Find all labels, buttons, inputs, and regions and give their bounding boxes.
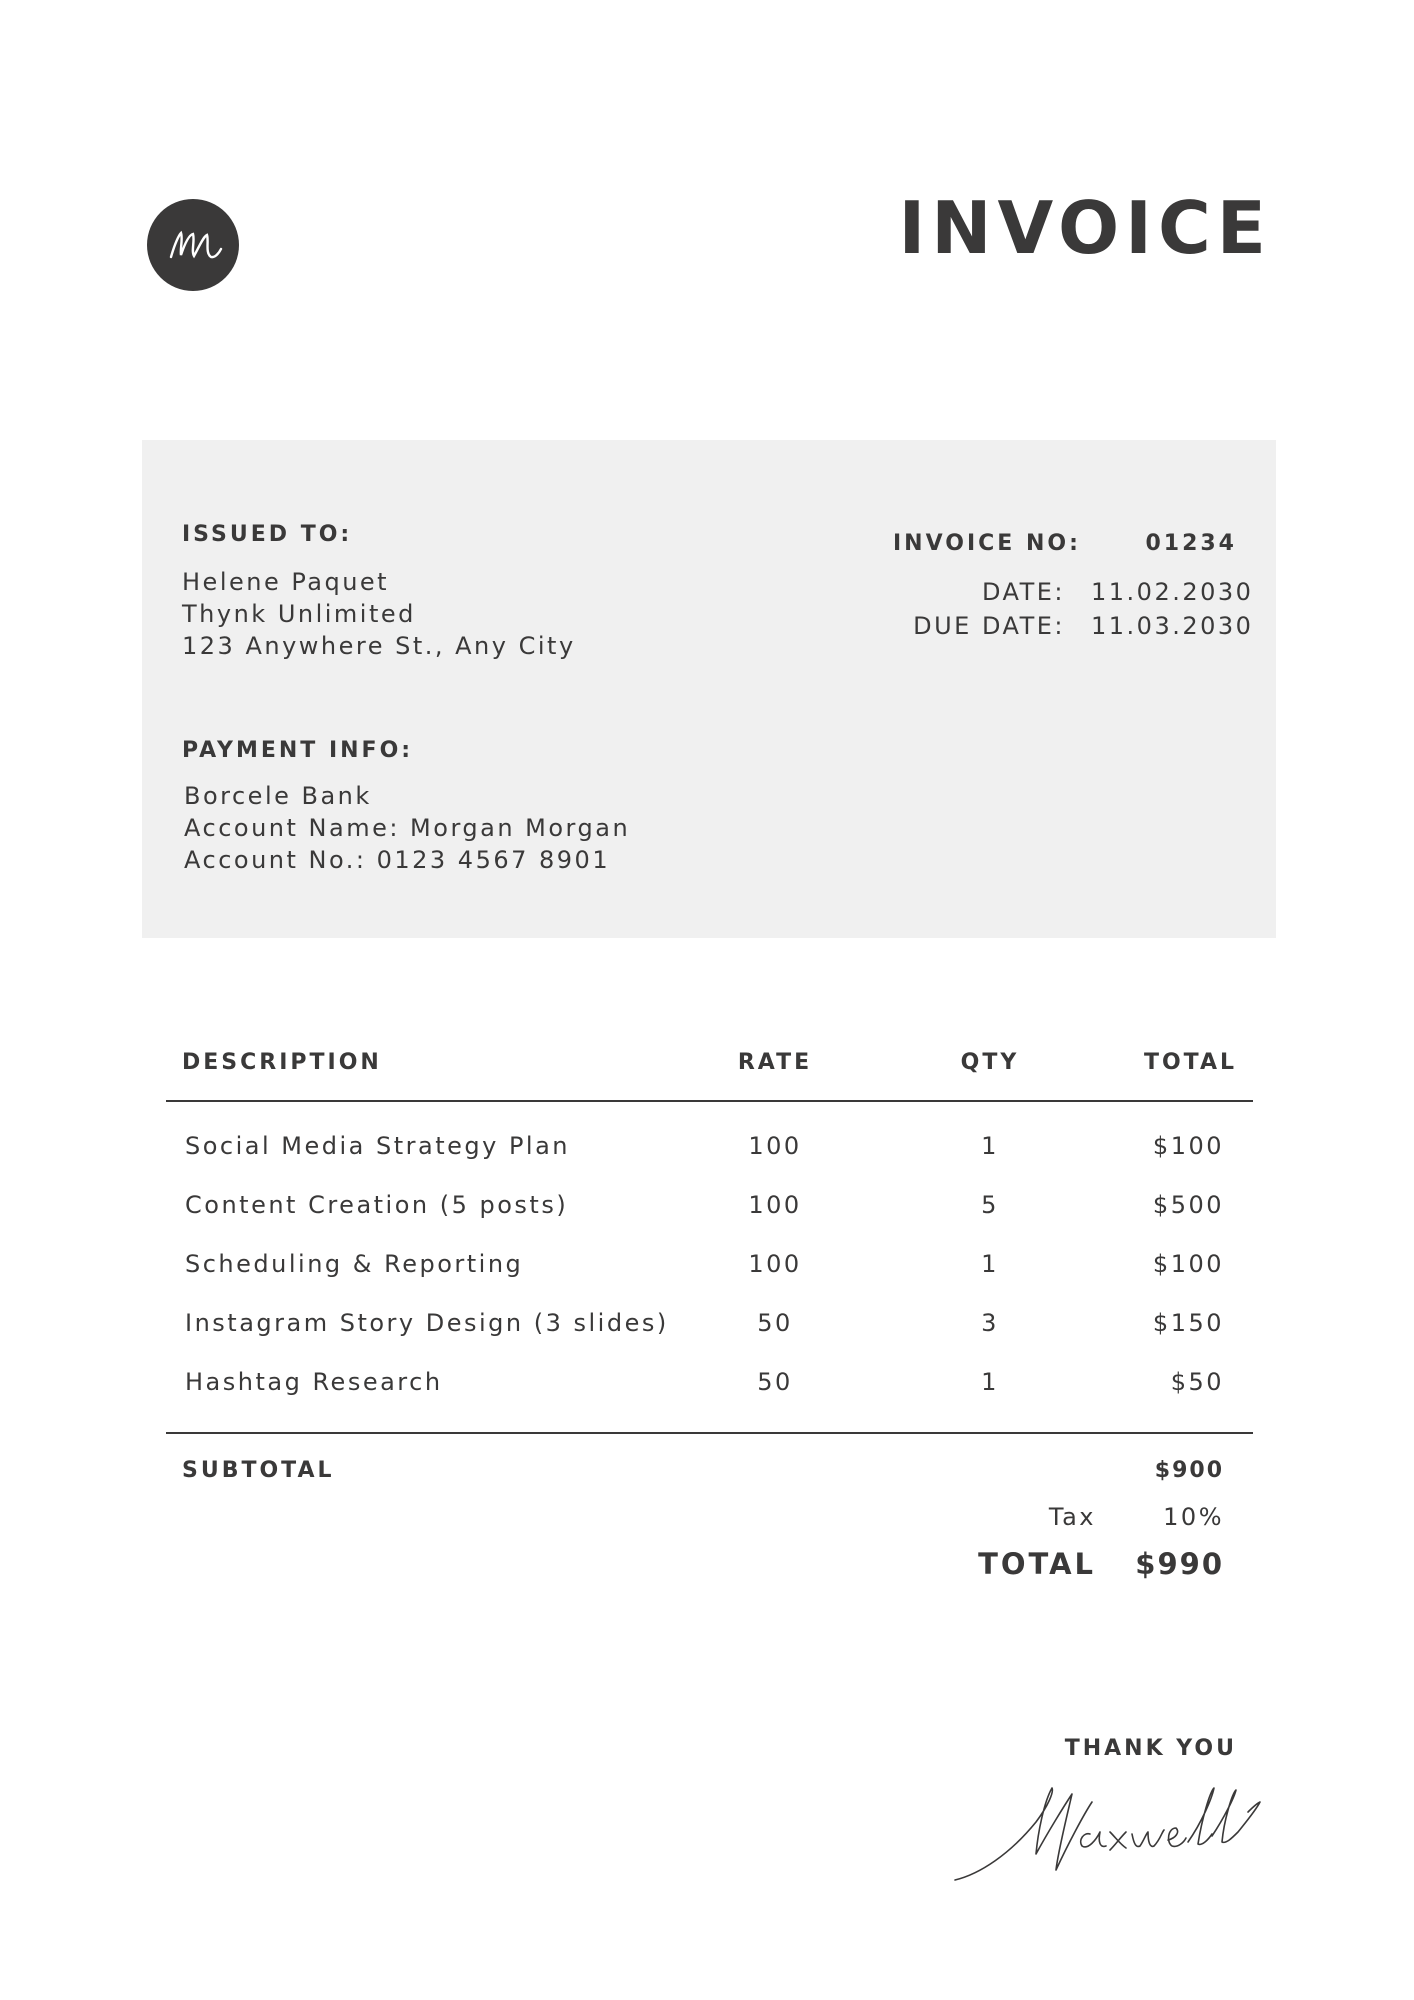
account-number: Account No.: 0123 4567 8901: [184, 846, 611, 874]
payment-info-details: [184, 780, 630, 876]
column-header-rate: RATE: [737, 1050, 813, 1075]
column-header-description: DESCRIPTION: [182, 1050, 382, 1075]
issued-to-label: ISSUED TO:: [182, 522, 353, 547]
grand-total-label: TOTAL: [978, 1547, 1096, 1581]
table-header-divider: [166, 1100, 1253, 1102]
item-rate: 100: [748, 1250, 802, 1278]
invoice-number: 01234: [1145, 531, 1237, 556]
item-rate: 50: [757, 1309, 793, 1337]
invoice-title: INVOICE: [898, 186, 1272, 270]
due-date-row: [885, 612, 1254, 640]
bank-name: Borcele Bank: [184, 782, 372, 810]
table-row: [0, 1309, 1414, 1368]
item-qty: 1: [981, 1132, 999, 1160]
subtotal-value: $900: [1154, 1458, 1224, 1483]
item-qty: 1: [981, 1368, 999, 1396]
grand-total-value: $990: [1135, 1547, 1224, 1581]
item-rate: 50: [757, 1368, 793, 1396]
item-description: Content Creation (5 posts): [185, 1191, 569, 1219]
issued-to-address: [182, 566, 576, 662]
client-company: Thynk Unlimited: [182, 600, 416, 628]
date-value: 11.02.2030: [1091, 578, 1254, 606]
tax-label: Tax: [1048, 1503, 1096, 1531]
line-items: [0, 1132, 1414, 1427]
item-total: $100: [1152, 1250, 1224, 1278]
item-description: Hashtag Research: [185, 1368, 443, 1396]
table-footer-divider: [166, 1432, 1253, 1434]
invoice-number-label: INVOICE NO:: [893, 531, 1081, 556]
table-row: [0, 1368, 1414, 1427]
date-label: DATE:: [981, 578, 1065, 606]
due-date-label: DUE DATE:: [913, 612, 1065, 640]
item-qty: 3: [981, 1309, 999, 1337]
account-name: Account Name: Morgan Morgan: [184, 814, 631, 842]
monogram-logo-icon: [147, 199, 239, 291]
item-total: $150: [1152, 1309, 1224, 1337]
date-row: [885, 578, 1254, 606]
table-row: [0, 1191, 1414, 1250]
signature-icon: [940, 1762, 1270, 1892]
item-qty: 5: [981, 1191, 999, 1219]
thank-you-text: THANK YOU: [1064, 1736, 1237, 1761]
table-row: [0, 1132, 1414, 1191]
item-rate: 100: [748, 1191, 802, 1219]
item-description: Scheduling & Reporting: [185, 1250, 524, 1278]
table-row: [0, 1250, 1414, 1309]
column-header-qty: QTY: [960, 1050, 1020, 1075]
item-qty: 1: [981, 1250, 999, 1278]
payment-info-label: PAYMENT INFO:: [182, 738, 414, 763]
client-name: Helene Paquet: [182, 568, 390, 596]
subtotal-label: SUBTOTAL: [182, 1458, 335, 1483]
client-address: 123 Anywhere St., Any City: [182, 632, 576, 660]
item-description: Social Media Strategy Plan: [185, 1132, 571, 1160]
item-total: $500: [1152, 1191, 1224, 1219]
item-total: $50: [1170, 1368, 1224, 1396]
tax-value: 10%: [1163, 1503, 1224, 1531]
due-date-value: 11.03.2030: [1091, 612, 1254, 640]
item-description: Instagram Story Design (3 slides): [185, 1309, 669, 1337]
item-rate: 100: [748, 1132, 802, 1160]
column-header-total: TOTAL: [1143, 1050, 1237, 1075]
item-total: $100: [1152, 1132, 1224, 1160]
